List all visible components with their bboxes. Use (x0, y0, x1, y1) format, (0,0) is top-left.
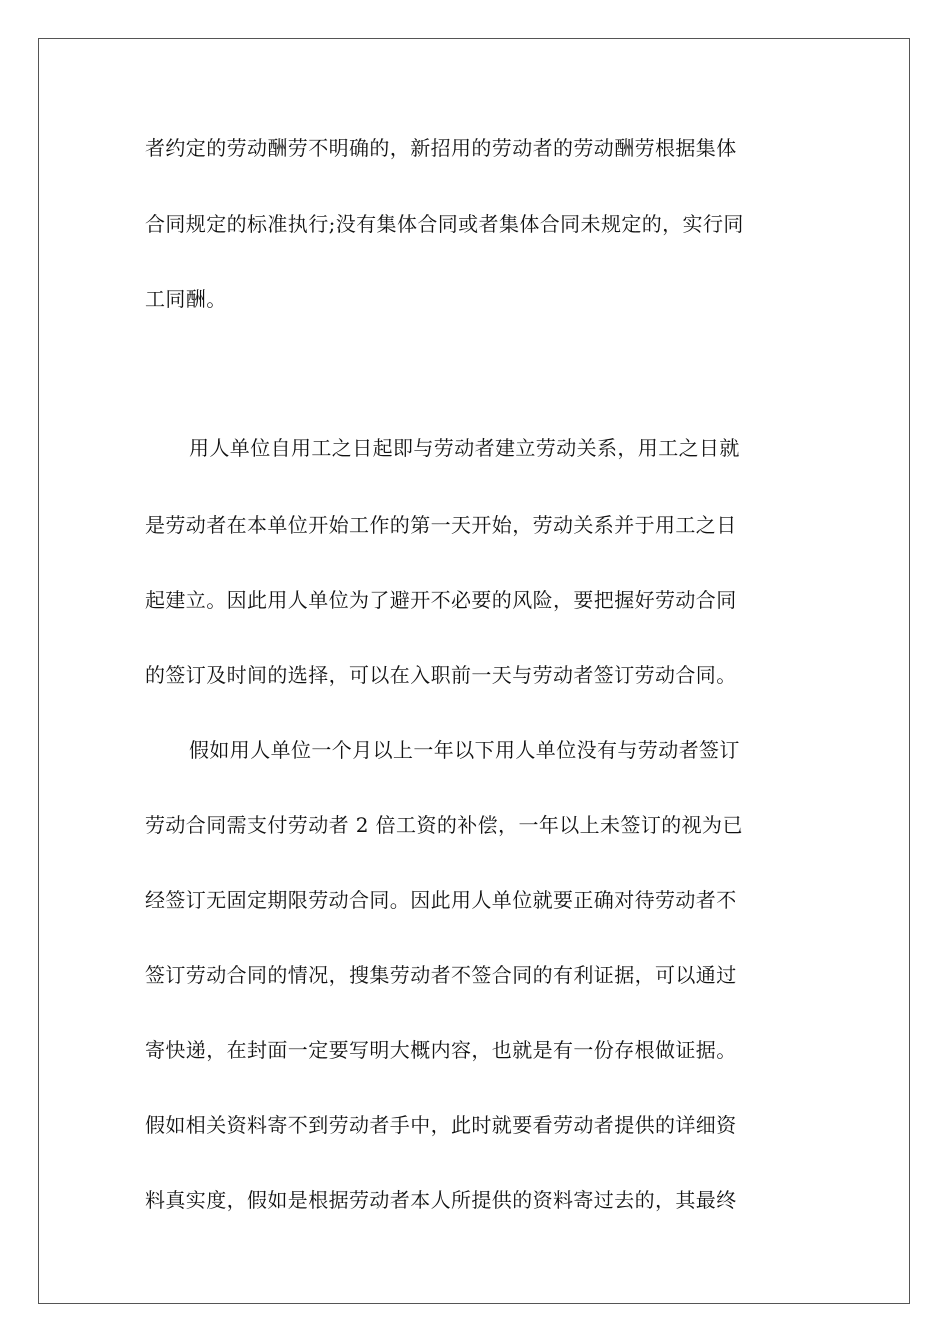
text-line: 起建立。因此用人单位为了避开不必要的风险，要把握好劳动合同 (145, 588, 737, 612)
text-line: 假如用人单位一个月以上一年以下用人单位没有与劳动者签订 (189, 738, 740, 762)
text-line: 用人单位自用工之日起即与劳动者建立劳动关系，用工之日就 (189, 436, 740, 460)
text-line: 是劳动者在本单位开始工作的第一天开始，劳动关系并于用工之日 (145, 513, 737, 537)
text-line: 假如相关资料寄不到劳动者手中，此时就要看劳动者提供的详细资 (145, 1113, 737, 1137)
text-line: 劳动合同需支付劳动者 2 倍工资的补偿，一年以上未签订的视为已 (145, 813, 743, 837)
text-line: 工同酬。 (145, 287, 227, 311)
text-line: 经签订无固定期限劳动合同。因此用人单位就要正确对待劳动者不 (145, 888, 737, 912)
text-line: 签订劳动合同的情况，搜集劳动者不签合同的有利证据，可以通过 (145, 963, 737, 987)
text-line: 的签订及时间的选择，可以在入职前一天与劳动者签订劳动合同。 (145, 663, 737, 687)
text-line: 寄快递，在封面一定要写明大概内容，也就是有一份存根做证据。 (145, 1038, 737, 1062)
text-line: 料真实度，假如是根据劳动者本人所提供的资料寄过去的，其最终 (145, 1188, 737, 1212)
text-line: 合同规定的标准执行;没有集体合同或者集体合同未规定的，实行同 (145, 212, 744, 236)
text-line: 者约定的劳动酬劳不明确的，新招用的劳动者的劳动酬劳根据集体 (145, 136, 737, 160)
